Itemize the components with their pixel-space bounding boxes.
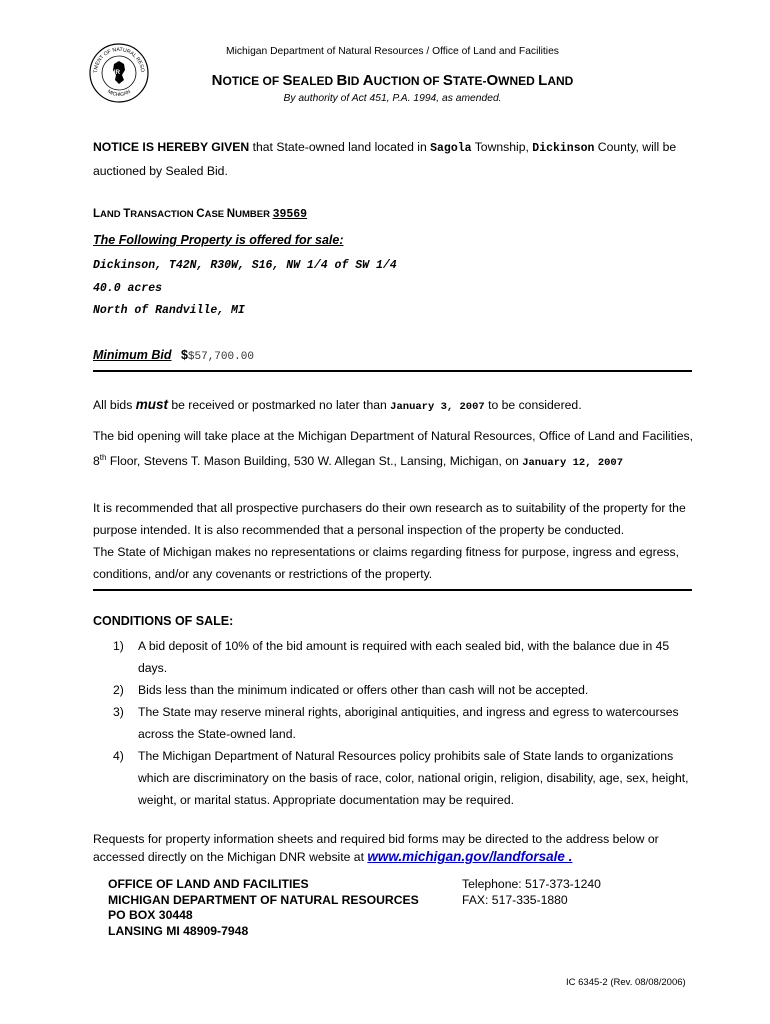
title-part-initial: S: [442, 72, 453, 89]
must-emphasis: must: [135, 397, 168, 412]
title-part-rest: TATE-: [452, 74, 487, 88]
case-label-part-rest: UMBER: [235, 209, 273, 220]
svg-text:DNR: DNR: [105, 69, 121, 76]
minimum-bid-amount: $57,700.00: [187, 351, 254, 363]
title-part-rest: UCTION OF: [373, 74, 443, 88]
title-part-initial: O: [486, 72, 499, 89]
case-label-part-initial: L: [93, 208, 101, 220]
requests-paragraph: Requests for property information sheets and required bid forms may be directed to the address below or accessed directly on the Michigan DNR website at www.michigan.gov/landforsale .: [93, 832, 659, 864]
property-legal: Dickinson, T42N, R30W, S16, NW 1/4 of SW 1/4: [93, 259, 397, 272]
title-part-initial: S: [282, 72, 293, 89]
bid-deadline: All bids must be received or postmarked no later than January 3, 2007 to be considered.: [93, 397, 582, 413]
title-part-initial: A: [362, 72, 374, 89]
address-line: LANSING MI 48909-7948: [108, 923, 249, 938]
condition-item: 1) A bid deposit of 10% of the bid amount is required with each sealed bid, with the balance due in 45 days.: [113, 639, 670, 675]
svg-text:MICHIGAN: MICHIGAN: [106, 88, 132, 99]
county-name: Dickinson: [532, 142, 595, 155]
telephone: Telephone: 517-373-1240: [462, 877, 601, 891]
case-number: 39569: [272, 208, 308, 221]
case-label-part-initial: C: [196, 208, 205, 220]
property-acres: 40.0 acres: [93, 281, 163, 295]
condition-item: 3) The State may reserve mineral rights, aboriginal antiquities, and ingress and egress to watercourses across the State-owned land.: [113, 705, 679, 741]
divider-2: [93, 589, 692, 591]
township-name: Sagola: [430, 142, 472, 155]
recommendation-paragraph: It is recommended that all prospective purchasers do their own research as to suitability of the property for the purpose intended. It is also recommended that a personal inspection of the property be conducted. The State of Michigan makes no representations or claims regarding fitness for purpose, ingress and egress, conditions, and/or any covenants or restrictions of the property.: [93, 501, 686, 581]
conditions-list: [93, 635, 693, 811]
mailing-address: [108, 877, 419, 939]
notice-lead: NOTICE IS HEREBY GIVEN: [93, 140, 250, 154]
form-id: IC 6345-2 (Rev. 08/08/2006): [566, 977, 686, 988]
title-part-rest: EALED: [292, 74, 337, 88]
address-line: OFFICE OF LAND AND FACILITIES: [108, 877, 309, 891]
minimum-bid: Minimum Bid $$57,700.00: [93, 348, 254, 363]
case-label-part-rest: ASE: [204, 209, 227, 220]
case-label-part-initial: T: [123, 208, 131, 220]
condition-item: 4) The Michigan Department of Natural Resources policy prohibits sale of State lands to organizations which are discriminatory on the basis of race, color, national origin, religion, disability, age, sex, height, weight, or marital status. Appropriate documentation may be required.: [113, 749, 689, 807]
case-label-part-initial: N: [226, 208, 236, 220]
title-part-rest: ID: [347, 74, 363, 88]
notice-paragraph: NOTICE IS HEREBY GIVEN that State-owned land located in Sagola Township, Dickinson County, will be auctioned by Sealed Bid.: [93, 140, 677, 178]
bid-opening-paragraph: The bid opening will take place at the Michigan Department of Natural Resources, Office of Land and Facilities, 8th Floor, Stevens T. Mason Building, 530 W. Allegan St., Lansing, Michigan, on January 12, 2007: [93, 429, 693, 470]
address-line: PO BOX 30448: [108, 908, 193, 922]
property-heading: The Following Property is offered for sale:: [93, 233, 344, 247]
divider-1: [93, 370, 692, 372]
title-part-initial: L: [538, 72, 548, 89]
authority-line: By authority of Act 451, P.A. 1994, as amended.: [283, 93, 502, 104]
fax: FAX: 517-335-1880: [462, 892, 568, 907]
title-part-initial: B: [336, 72, 348, 89]
title-part-rest: AND: [547, 74, 574, 88]
title-part-rest: WNED: [498, 74, 539, 88]
title-part-initial: N: [211, 72, 223, 89]
title-part-rest: OTICE OF: [222, 74, 283, 88]
svg-text:DEPARTMENT OF NATURAL RESOURCE: TMENT OF NATURAL RESO: [92, 46, 146, 74]
condition-item: 2) Bids less than the minimum indicated or offers other than cash will not be accepted.: [113, 683, 589, 697]
case-number-line: [93, 204, 307, 222]
case-label-part-rest: RANSACTION: [130, 209, 197, 220]
address-line: MICHIGAN DEPARTMENT OF NATURAL RESOURCES: [108, 892, 419, 907]
property-location: North of Randville, MI: [93, 304, 245, 317]
opening-date: January 12, 2007: [522, 457, 624, 470]
deadline-date: January 3, 2007: [390, 401, 485, 413]
minimum-bid-label: Minimum Bid: [93, 348, 172, 362]
conditions-heading: CONDITIONS OF SALE:: [93, 614, 234, 628]
contact-numbers: [462, 877, 601, 908]
department-line: Michigan Department of Natural Resources / Office of Land and Facilities: [226, 46, 559, 57]
case-label-part-rest: AND: [100, 209, 124, 220]
page-title: [0, 72, 770, 90]
property-description: [93, 255, 397, 323]
landforsale-link[interactable]: www.michigan.gov/landforsale .: [367, 849, 573, 864]
